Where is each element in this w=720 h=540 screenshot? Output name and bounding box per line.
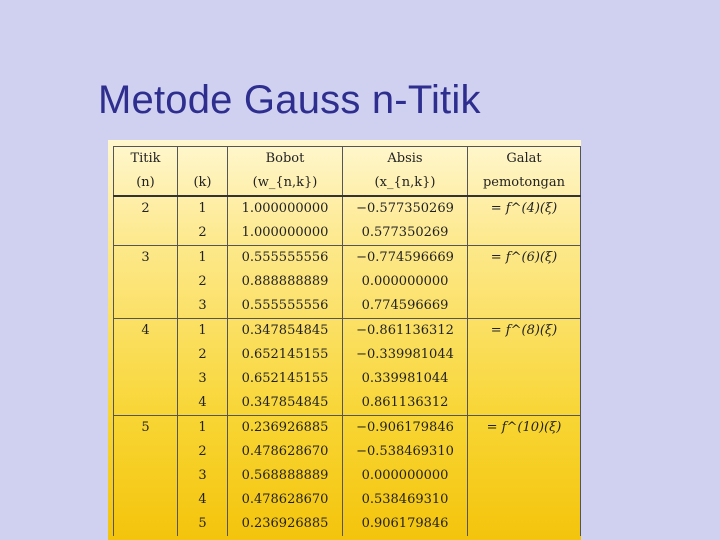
- cell-k: 1: [178, 246, 228, 271]
- cell-k: 5: [178, 512, 228, 536]
- table-row: [114, 416, 581, 441]
- cell-n: [114, 221, 178, 246]
- cell-weight: 0.236926885: [228, 416, 343, 441]
- cell-n: 4: [114, 319, 178, 344]
- cell-n: 2: [114, 196, 178, 221]
- cell-n: [114, 440, 178, 464]
- header-titik: Titik: [114, 147, 178, 172]
- cell-weight: 0.555555556: [228, 246, 343, 271]
- cell-weight: 1.000000000: [228, 196, 343, 221]
- cell-k: 3: [178, 294, 228, 319]
- cell-weight: 0.652145155: [228, 367, 343, 391]
- cell-abscissa: −0.861136312: [343, 319, 468, 344]
- table-group-n2: [114, 196, 581, 246]
- table-row: [114, 464, 581, 488]
- cell-error: [468, 488, 581, 512]
- cell-abscissa: 0.906179846: [343, 512, 468, 536]
- cell-error: = f^(6)(ξ): [468, 246, 581, 271]
- table-row: [114, 196, 581, 221]
- cell-abscissa: 0.000000000: [343, 464, 468, 488]
- cell-k: 4: [178, 391, 228, 416]
- header-x: (x_{n,k}): [343, 171, 468, 196]
- cell-k: 3: [178, 367, 228, 391]
- cell-k: 2: [178, 270, 228, 294]
- cell-weight: 0.568888889: [228, 464, 343, 488]
- cell-n: [114, 343, 178, 367]
- cell-error: [468, 464, 581, 488]
- cell-k: 1: [178, 319, 228, 344]
- cell-n: [114, 367, 178, 391]
- cell-k: 2: [178, 440, 228, 464]
- cell-weight: 0.236926885: [228, 512, 343, 536]
- cell-weight: 0.478628670: [228, 440, 343, 464]
- header-bobot: Bobot: [228, 147, 343, 172]
- cell-abscissa: −0.906179846: [343, 416, 468, 441]
- table-row: [114, 343, 581, 367]
- cell-n: [114, 512, 178, 536]
- table-row: [114, 391, 581, 416]
- cell-error: = f^(8)(ξ): [468, 319, 581, 344]
- cell-abscissa: 0.861136312: [343, 391, 468, 416]
- table-group-n5: [114, 416, 581, 537]
- table-row: [114, 294, 581, 319]
- cell-k: 3: [178, 464, 228, 488]
- cell-weight: 0.888888889: [228, 270, 343, 294]
- cell-k: 2: [178, 221, 228, 246]
- cell-abscissa: 0.538469310: [343, 488, 468, 512]
- cell-n: [114, 488, 178, 512]
- cell-n: [114, 270, 178, 294]
- cell-k: 1: [178, 196, 228, 221]
- table-row: [114, 488, 581, 512]
- cell-error: [468, 440, 581, 464]
- table-row: [114, 221, 581, 246]
- cell-abscissa: −0.339981044: [343, 343, 468, 367]
- header-n: (n): [114, 171, 178, 196]
- cell-weight: 0.347854845: [228, 391, 343, 416]
- gauss-table: [113, 146, 581, 536]
- header-pemotongan: pemotongan: [468, 171, 581, 196]
- table-row: [114, 246, 581, 271]
- cell-weight: 1.000000000: [228, 221, 343, 246]
- table-row: [114, 440, 581, 464]
- table-row: [114, 367, 581, 391]
- header-galat: Galat: [468, 147, 581, 172]
- table-group-n4: [114, 319, 581, 416]
- table-group-n3: [114, 246, 581, 319]
- cell-abscissa: 0.339981044: [343, 367, 468, 391]
- cell-n: [114, 464, 178, 488]
- cell-error: [468, 391, 581, 416]
- cell-error: = f^(10)(ξ): [468, 416, 581, 441]
- cell-n: [114, 391, 178, 416]
- header-k-top: [178, 147, 228, 172]
- cell-abscissa: 0.000000000: [343, 270, 468, 294]
- cell-error: [468, 221, 581, 246]
- header-k: (k): [178, 171, 228, 196]
- cell-error: [468, 270, 581, 294]
- cell-abscissa: 0.774596669: [343, 294, 468, 319]
- cell-n: 3: [114, 246, 178, 271]
- header-w: (w_{n,k}): [228, 171, 343, 196]
- table-row: [114, 319, 581, 344]
- cell-weight: 0.652145155: [228, 343, 343, 367]
- table-row: [114, 512, 581, 536]
- cell-abscissa: −0.538469310: [343, 440, 468, 464]
- cell-n: [114, 294, 178, 319]
- cell-abscissa: −0.577350269: [343, 196, 468, 221]
- cell-error: [468, 367, 581, 391]
- cell-k: 1: [178, 416, 228, 441]
- cell-n: 5: [114, 416, 178, 441]
- cell-error: [468, 343, 581, 367]
- cell-weight: 0.555555556: [228, 294, 343, 319]
- cell-k: 2: [178, 343, 228, 367]
- page-title: Metode Gauss n-Titik: [98, 78, 481, 122]
- cell-abscissa: −0.774596669: [343, 246, 468, 271]
- cell-error: [468, 294, 581, 319]
- cell-k: 4: [178, 488, 228, 512]
- cell-weight: 0.478628670: [228, 488, 343, 512]
- table-row: [114, 270, 581, 294]
- cell-error: = f^(4)(ξ): [468, 196, 581, 221]
- cell-weight: 0.347854845: [228, 319, 343, 344]
- cell-error: [468, 512, 581, 536]
- gauss-table-image: [108, 140, 581, 540]
- cell-abscissa: 0.577350269: [343, 221, 468, 246]
- header-absis: Absis: [343, 147, 468, 172]
